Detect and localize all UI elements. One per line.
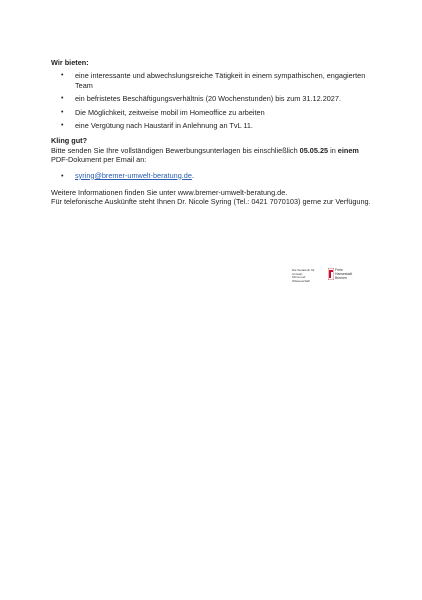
logo-text-line: Klima und Wissenschaft [292,275,310,283]
list-item [51,71,373,90]
logo-text-line: Hansestadt [335,272,353,276]
logo-text-line: Bremen [335,276,347,280]
document-body [51,58,373,207]
info-line: Für telefonische Auskünfte steht Ihnen Dr. Nicole Syring (Tel.: 0421 7070103) gerne zur Verfügung. [51,197,371,207]
bremen-key-icon [328,268,334,280]
contact-list [51,171,373,180]
bullet-icon: • [61,122,64,130]
offer-text: eine Vergütung nach Haustarif in Anlehnung an TvL 11. [75,121,253,131]
apply-section [51,136,373,180]
apply-bold-word: einem [337,145,359,155]
list-item [51,171,373,180]
offer-text: ein befristetes Beschäftigungsverhältnis (20 Wochenstunden) bis zum 31.12.2027. [75,94,341,104]
list-item [51,121,373,130]
bullet-icon: • [61,108,64,116]
info-section [51,188,373,207]
offers-heading: Wir bieten: [51,58,89,67]
deadline-date: 05.05.25 [299,145,329,155]
footer-logos [292,268,362,284]
email-suffix: . [191,170,194,180]
apply-heading: Kling gut? [51,136,88,146]
senator-logo-text [292,269,322,283]
list-item [51,108,373,117]
bullet-icon: • [61,170,64,180]
apply-text-part: in [328,145,338,155]
bremen-logo [328,268,365,280]
apply-text-part: PDF-Dokument per Email an: [51,155,147,165]
offer-text: Die Möglichkeit, zeitweise mobil im Homeoffice zu arbeiten [75,107,265,117]
bullet-icon: • [61,72,64,80]
apply-text-part: Bitte senden Sie Ihre vollständigen Bewerbungsunterlagen bis einschließlich [51,145,300,155]
offers-list [51,71,373,130]
bullet-icon: • [61,95,64,103]
logo-text-line: Die Senatorin für Umwelt, [292,268,315,276]
offer-text: eine interessante und abwechslungsreiche Tätigkeit in einem sympathischen, engagierten Team [75,71,366,90]
info-line: Weitere Informationen finden Sie unter www.bremer-umwelt-beratung.de. [51,188,288,198]
logo-text-line: Freie [335,268,343,272]
list-item [51,94,373,103]
apply-text [51,146,373,165]
email-link[interactable]: syring@bremer-umwelt-beratung.de [75,170,192,180]
